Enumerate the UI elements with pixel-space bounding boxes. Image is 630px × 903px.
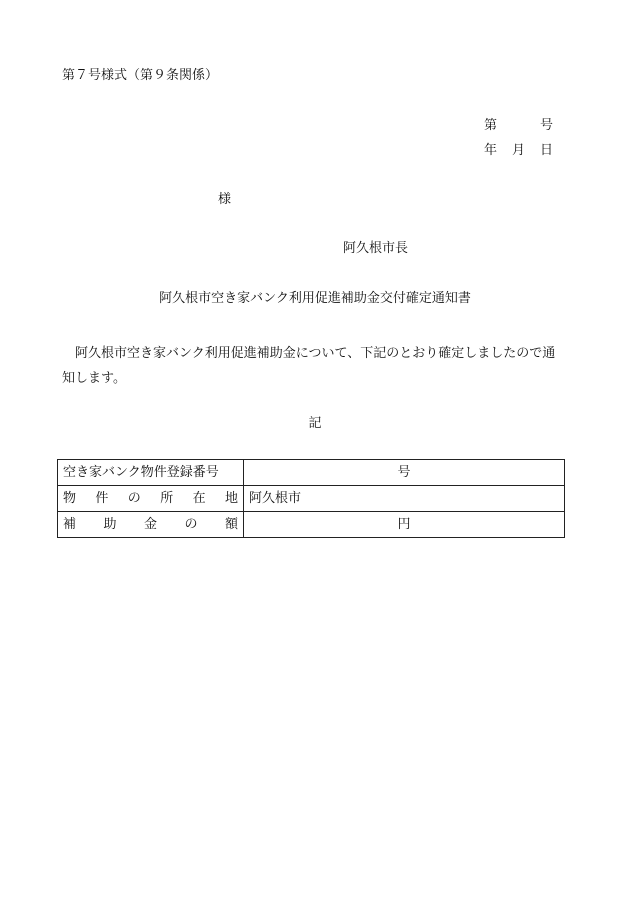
document-number-prefix: 第 [484,118,498,133]
date-line [484,144,553,157]
issuer-name: 阿久根市長 [343,241,409,256]
document-number-suffix: 号 [540,118,554,133]
table-row [58,460,565,486]
property-location-label: 物 件 の 所 在 地 [58,486,244,512]
ki-heading: 記 [308,416,322,431]
date-day: 日 [540,143,554,158]
table-row [58,486,565,512]
registration-number-label: 空き家バンク物件登録番号 [58,460,244,486]
body-paragraph: 阿久根市空き家バンク利用促進補助金について、下記のとおり確定しましたので通知します。 [62,346,556,386]
details-table [57,459,565,538]
subsidy-amount-label: 補 助 金 の 額 [58,512,244,538]
property-location-value: 阿久根市 [244,486,565,512]
date-month: 月 [512,143,526,158]
registration-number-value: 号 [244,460,565,486]
document-title: 阿久根市空き家バンク利用促進補助金交付確定通知書 [159,291,471,306]
form-number-label: 第７号様式（第９条関係） [62,68,219,83]
addressee-suffix: 様 [218,192,232,207]
subsidy-amount-value: 円 [244,512,565,538]
date-year: 年 [484,143,498,158]
table-row [58,512,565,538]
document-number-line [484,119,553,132]
